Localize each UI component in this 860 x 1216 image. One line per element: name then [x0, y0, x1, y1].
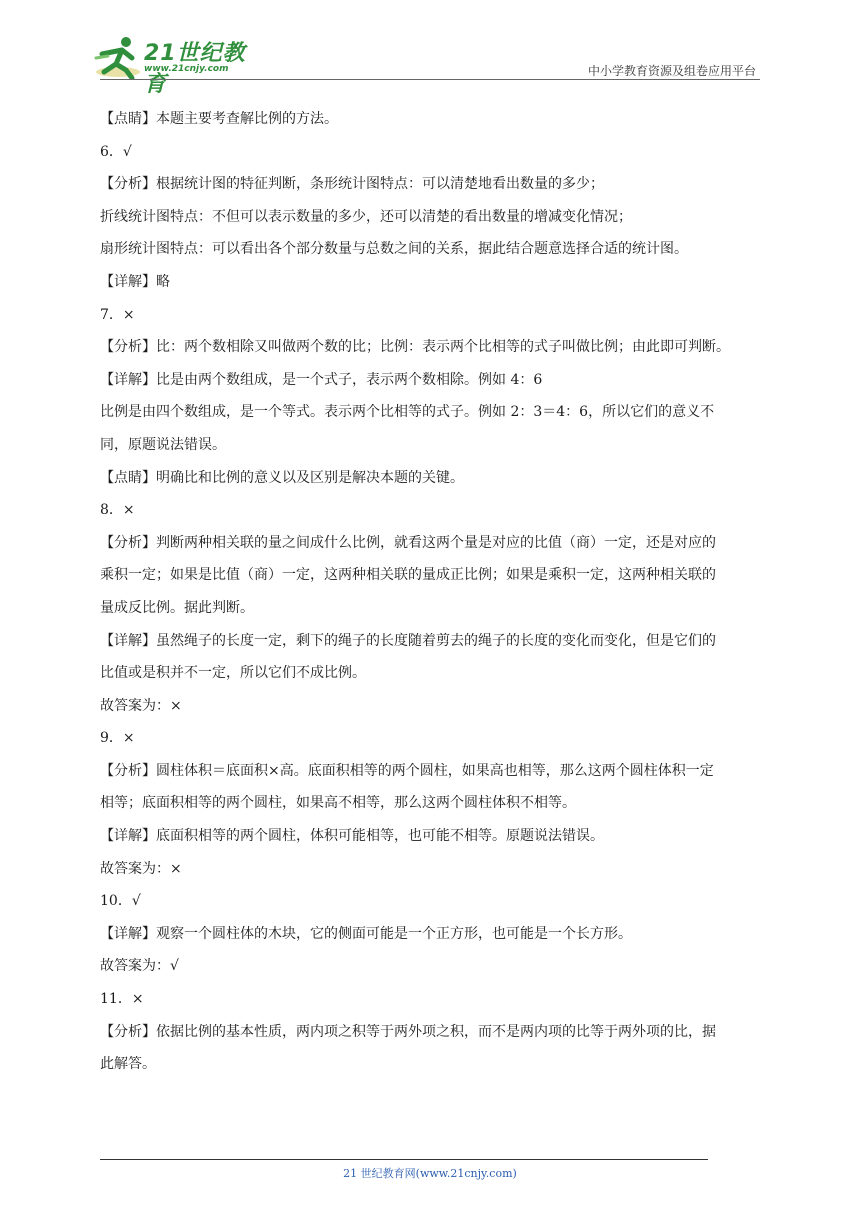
page-footer[interactable]: 21 世纪教育网(www.21cnjy.com): [343, 1167, 517, 1180]
logo-url: www.21cnjy.com: [144, 64, 229, 74]
footer-divider: [100, 1159, 708, 1160]
text-line: 7．×: [100, 306, 135, 323]
text-line: 11．×: [100, 991, 144, 1008]
logo-text: 21世纪教育: [144, 41, 246, 97]
answer-content: [100, 103, 764, 1081]
text-line: 扇形统计图特点：可以看出各个部分数量与总数之间的关系，据此结合题意选择合适的统计图。: [100, 241, 688, 258]
text-line: 比例是由四个数组成，是一个等式。表示两个比相等的式子。例如 2：3＝4：6，所以它们的意义不: [100, 404, 715, 421]
text-line: 【分析】判断两种相关联的量之间成什么比例，就看这两个量是对应的比值（商）一定，还是对应的: [100, 534, 716, 551]
text-line: 【点睛】本题主要考查解比例的方法。: [100, 111, 338, 127]
text-line: 故答案为：×: [100, 697, 182, 714]
text-line: 8．×: [100, 502, 135, 519]
text-line: 比值或是积并不一定，所以它们不成比例。: [100, 665, 366, 682]
text-line: 【详解】虽然绳子的长度一定，剩下的绳子的长度随着剪去的绳子的长度的变化而变化，但是它们的: [100, 632, 716, 649]
text-line: 故答案为：√: [100, 958, 179, 975]
page-header: [0, 0, 860, 97]
text-line: 【分析】根据统计图的特征判断，条形统计图特点：可以清楚地看出数量的多少；: [100, 176, 604, 193]
text-line: 【分析】依据比例的基本性质，两内项之积等于两外项之积，而不是两内项的比等于两外项的比，据: [100, 1023, 716, 1040]
text-line: 【详解】底面积相等的两个圆柱，体积可能相等，也可能不相等。原题说法错误。: [100, 828, 604, 845]
site-logo[interactable]: [92, 34, 262, 97]
text-line: 折线统计图特点：不但可以表示数量的多少，还可以清楚的看出数量的增减变化情况；: [100, 208, 632, 225]
text-line: 【点睛】明确比和比例的意义以及区别是解决本题的关键。: [100, 469, 464, 486]
text-line: 6．√: [100, 143, 132, 160]
text-line: 量成反比例。据此判断。: [100, 599, 254, 616]
text-line: 10．√: [100, 893, 141, 910]
text-line: 【分析】圆柱体积＝底面积×高。底面积相等的两个圆柱，如果高也相等，那么这两个圆柱体积一定: [100, 762, 714, 779]
text-line: 故答案为：×: [100, 860, 182, 877]
text-line: 9．×: [100, 730, 135, 747]
text-line: 【详解】比是由两个数组成，是一个式子，表示两个数相除。例如 4：6: [100, 371, 543, 388]
text-line: 同，原题说法错误。: [100, 436, 226, 453]
text-line: 相等；底面积相等的两个圆柱，如果高不相等，那么这两个圆柱体积不相等。: [100, 795, 576, 812]
runner-logo-icon: [92, 34, 142, 80]
text-line: 【详解】观察一个圆柱体的木块，它的侧面可能是一个正方形，也可能是一个长方形。: [100, 925, 632, 942]
text-line: 乘积一定；如果是比值（商）一定，这两种相关联的量成正比例；如果是乘积一定，这两种相关联的: [100, 567, 716, 584]
header-divider: [100, 79, 760, 80]
platform-name: 中小学教育资源及组卷应用平台: [587, 64, 756, 78]
text-line: 此解答。: [100, 1056, 156, 1073]
text-line: 【分析】比：两个数相除又叫做两个数的比；比例：表示两个比相等的式子叫做比例；由此即可判断。: [100, 339, 730, 356]
text-line: 【详解】略: [100, 273, 170, 290]
